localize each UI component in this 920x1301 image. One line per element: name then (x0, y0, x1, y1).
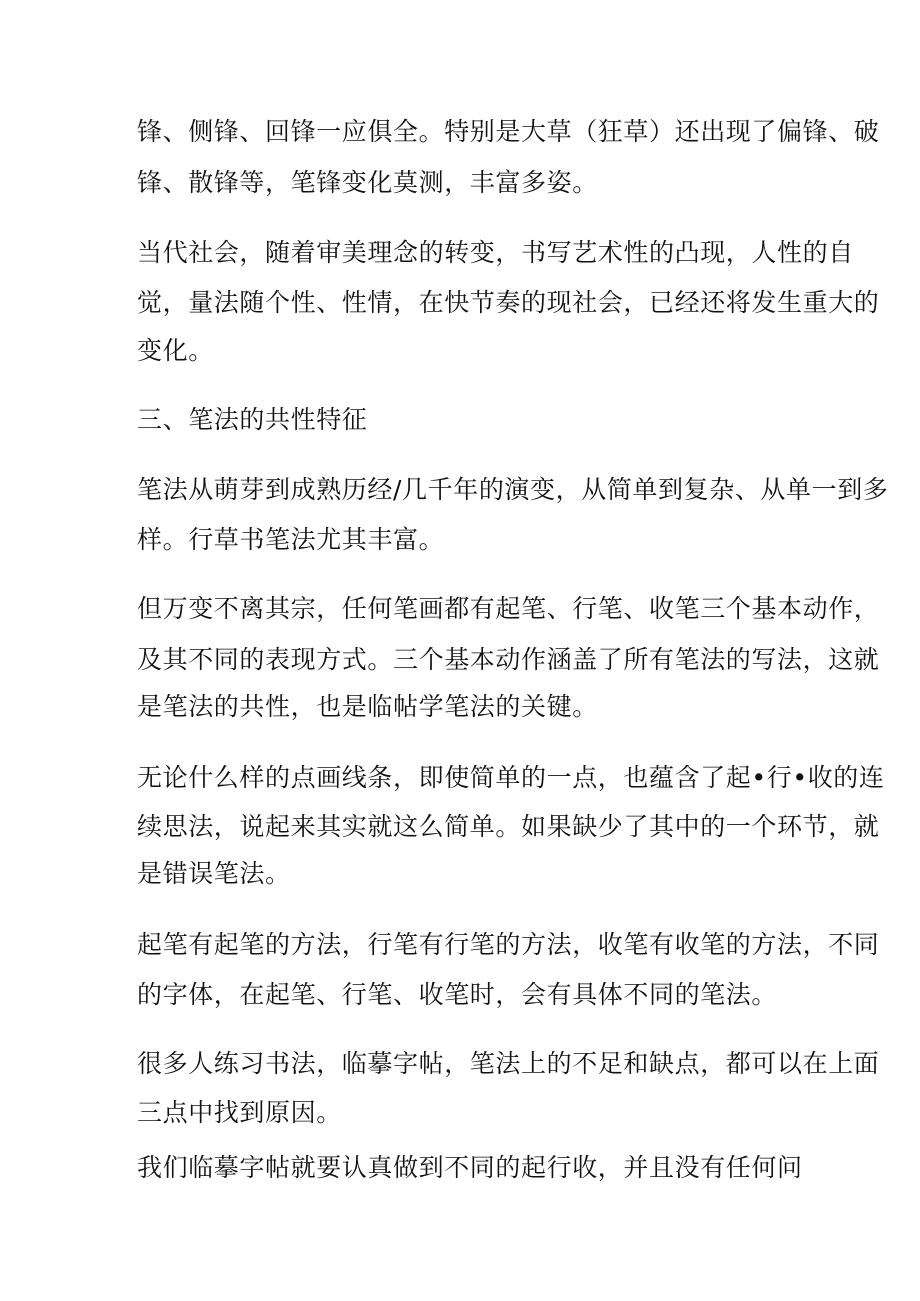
paragraph-8-line-2: 三点中找到原因。 (137, 1098, 342, 1127)
paragraph-1-line-2: 锋、散锋等，笔锋变化莫测，丰富多姿。 (137, 168, 598, 197)
paragraph-6-line-2: 续思法，说起来其实就这么简单。如果缺少了其中的一个环节，就 (137, 812, 880, 841)
paragraph-4-line-2: 样。行草书笔法尤其丰富。 (137, 525, 445, 554)
paragraph-2-line-3: 变化。 (137, 336, 214, 365)
paragraph-8-line-1: 很多人练习书法，临摹字帖，笔法上的不足和缺点，都可以在上面 (137, 1049, 880, 1078)
section-heading: 三、笔法的共性特征 (137, 405, 368, 434)
paragraph-6-line-3: 是错误笔法。 (137, 859, 291, 888)
paragraph-5-line-1: 但万变不离其宗，任何笔画都有起笔、行笔、收笔三个基本动作， (137, 594, 880, 623)
paragraph-7-line-2: 的字体，在起笔、行笔、收笔时，会有具体不同的笔法。 (137, 980, 778, 1009)
paragraph-9-line-1: 我们临摹字帖就要认真做到不同的起行收，并且没有任何问 (137, 1153, 803, 1182)
paragraph-7-line-1: 起笔有起笔的方法，行笔有行笔的方法，收笔有收笔的方法，不同 (137, 930, 880, 959)
paragraph-2-line-2: 觉，量法随个性、性情，在快节奏的现社会，已经还将发生重大的 (137, 288, 880, 317)
paragraph-2-line-1: 当代社会，随着审美理念的转变，书写艺术性的凸现，人性的自 (137, 238, 854, 267)
paragraph-5-line-2: 及其不同的表现方式。三个基本动作涵盖了所有笔法的写法，这就 (137, 645, 880, 674)
paragraph-5-line-3: 是笔法的共性，也是临帖学笔法的关键。 (137, 692, 598, 721)
paragraph-6-line-1: 无论什么样的点画线条，即使简单的一点，也蕴含了起•行•收的连 (137, 763, 885, 792)
paragraph-1-line-1: 锋、侧锋、回锋一应俱全。特别是大草（狂草）还出现了偏锋、破 (137, 117, 880, 146)
paragraph-4-line-1: 笔法从萌芽到成熟历经/几千年的演变，从简单到复杂、从单一到多 (137, 475, 889, 504)
